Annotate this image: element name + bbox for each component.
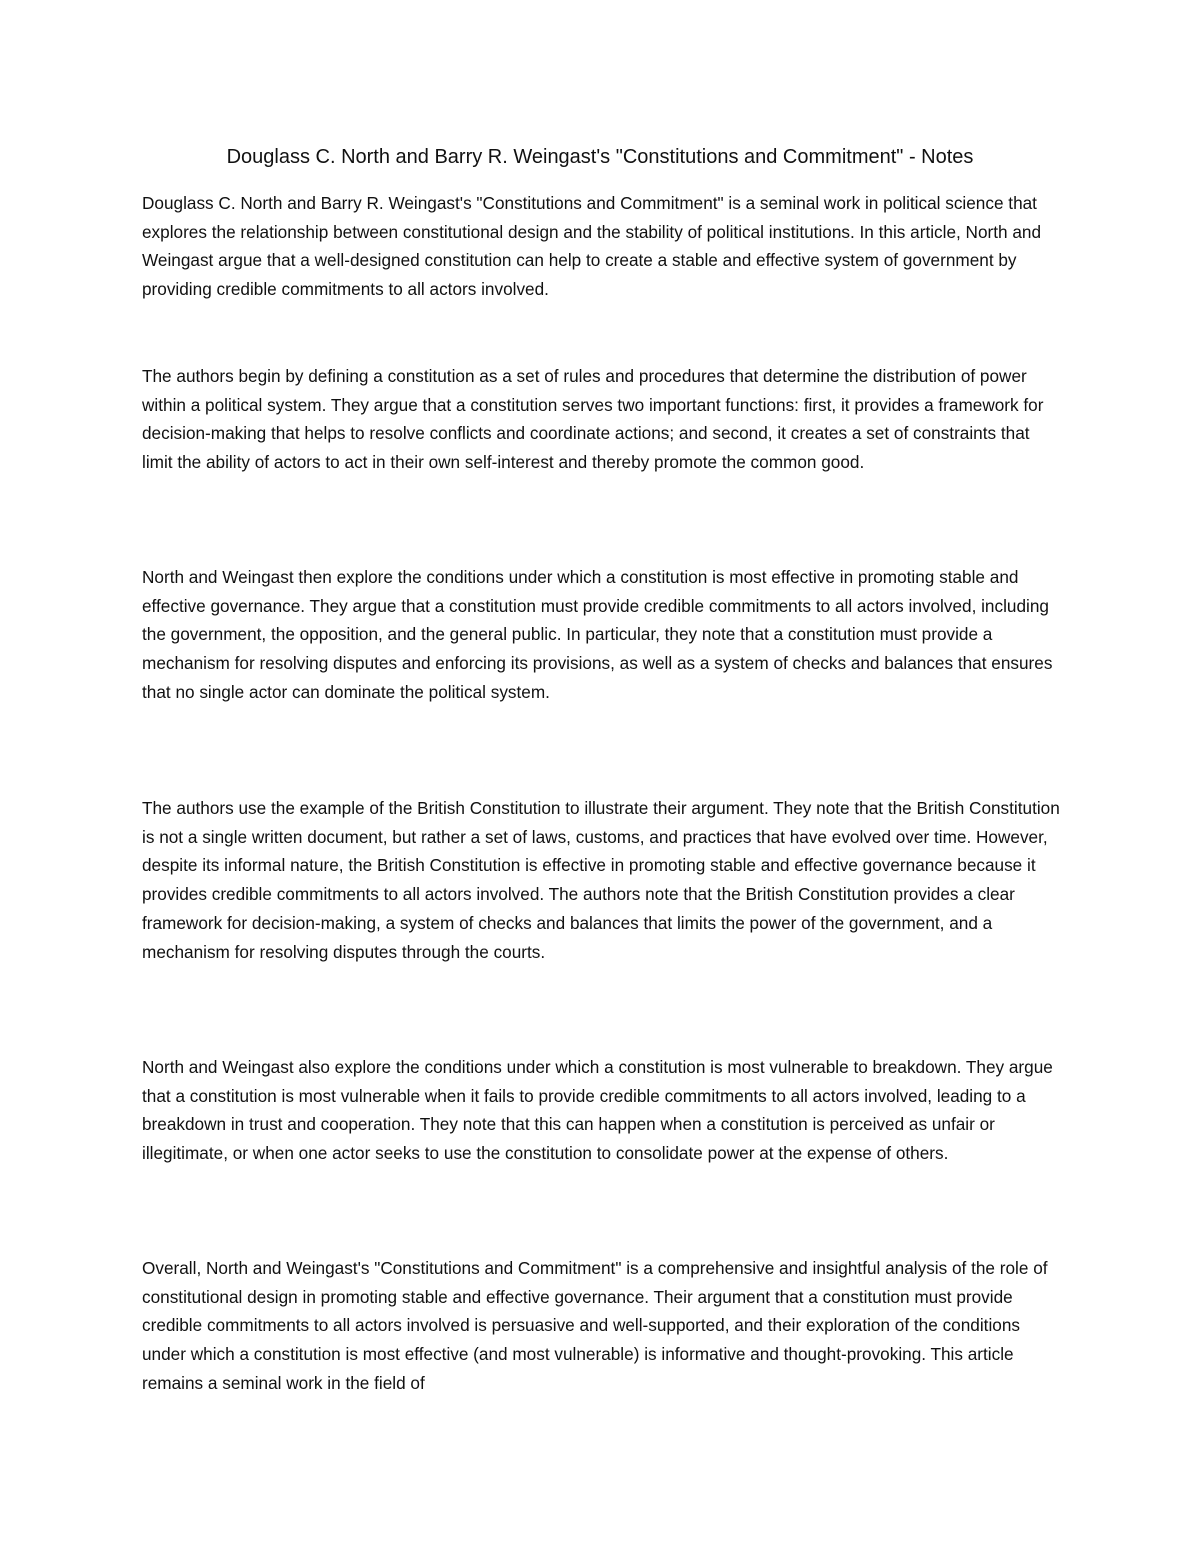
paragraph-vulnerability: North and Weingast also explore the conditions under which a constitution is most vulnerable to breakdown. They argue that a constitution is most vulnerable when it fails to provide credible commitments to all actors involved, leading to a breakdown in trust and cooperation. They note that this can happen when a constitution is perceived as unfair or illegitimate, or when one actor seeks to use the constitution to consolidate power at the expense of others.: [142, 1057, 1053, 1164]
document-title: Douglass C. North and Barry R. Weingast's "Constitutions and Commitment" - Notes: [226, 146, 974, 168]
paragraph-definition: The authors begin by defining a constitution as a set of rules and procedures that determine the distribution of power within a political system. They argue that a constitution serves two important functions: first, it provides a framework for decision-making that helps to resolve conflicts and coordinate actions; and second, it creates a set of constraints that limit the ability of actors to act in their own self-interest and thereby promote the common good.: [142, 366, 1044, 473]
paragraph-conditions: North and Weingast then explore the conditions under which a constitution is most effective in promoting stable and effective governance. They argue that a constitution must provide credible commitments to all actors involved, including the government, the opposition, and the general public. In particular, they note that a constitution must provide a mechanism for resolving disputes and enforcing its provisions, as well as a system of checks and balances that ensures that no single actor can dominate the political system.: [142, 567, 1053, 702]
paragraph-conclusion: Overall, North and Weingast's "Constitutions and Commitment" is a comprehensive and insightful analysis of the role of constitutional design in promoting stable and effective governance. Their argument that a constitution must provide credible commitments to all actors involved is persuasive and well-supported, and their exploration of the conditions under which a constitution is most effective (and most vulnerable) is informative and thought-provoking. This article remains a seminal work in the field of: [142, 1258, 1048, 1393]
paragraph-introduction: Douglass C. North and Barry R. Weingast's "Constitutions and Commitment" is a seminal work in political science that explores the relationship between constitutional design and the stability of political institutions. In this article, North and Weingast argue that a well-designed constitution can help to create a stable and effective system of government by providing credible commitments to all actors involved.: [142, 193, 1042, 300]
paragraph-british-example: The authors use the example of the British Constitution to illustrate their argument. They note that the British Constitution is not a single written document, but rather a set of laws, customs, and practices that have evolved over time. However, despite its informal nature, the British Constitution is effective in promoting stable and effective governance because it provides credible commitments to all actors involved. The authors note that the British Constitution provides a clear framework for decision-making, a system of checks and balances that limits the power of the government, and a mechanism for resolving disputes through the courts.: [142, 798, 1060, 962]
